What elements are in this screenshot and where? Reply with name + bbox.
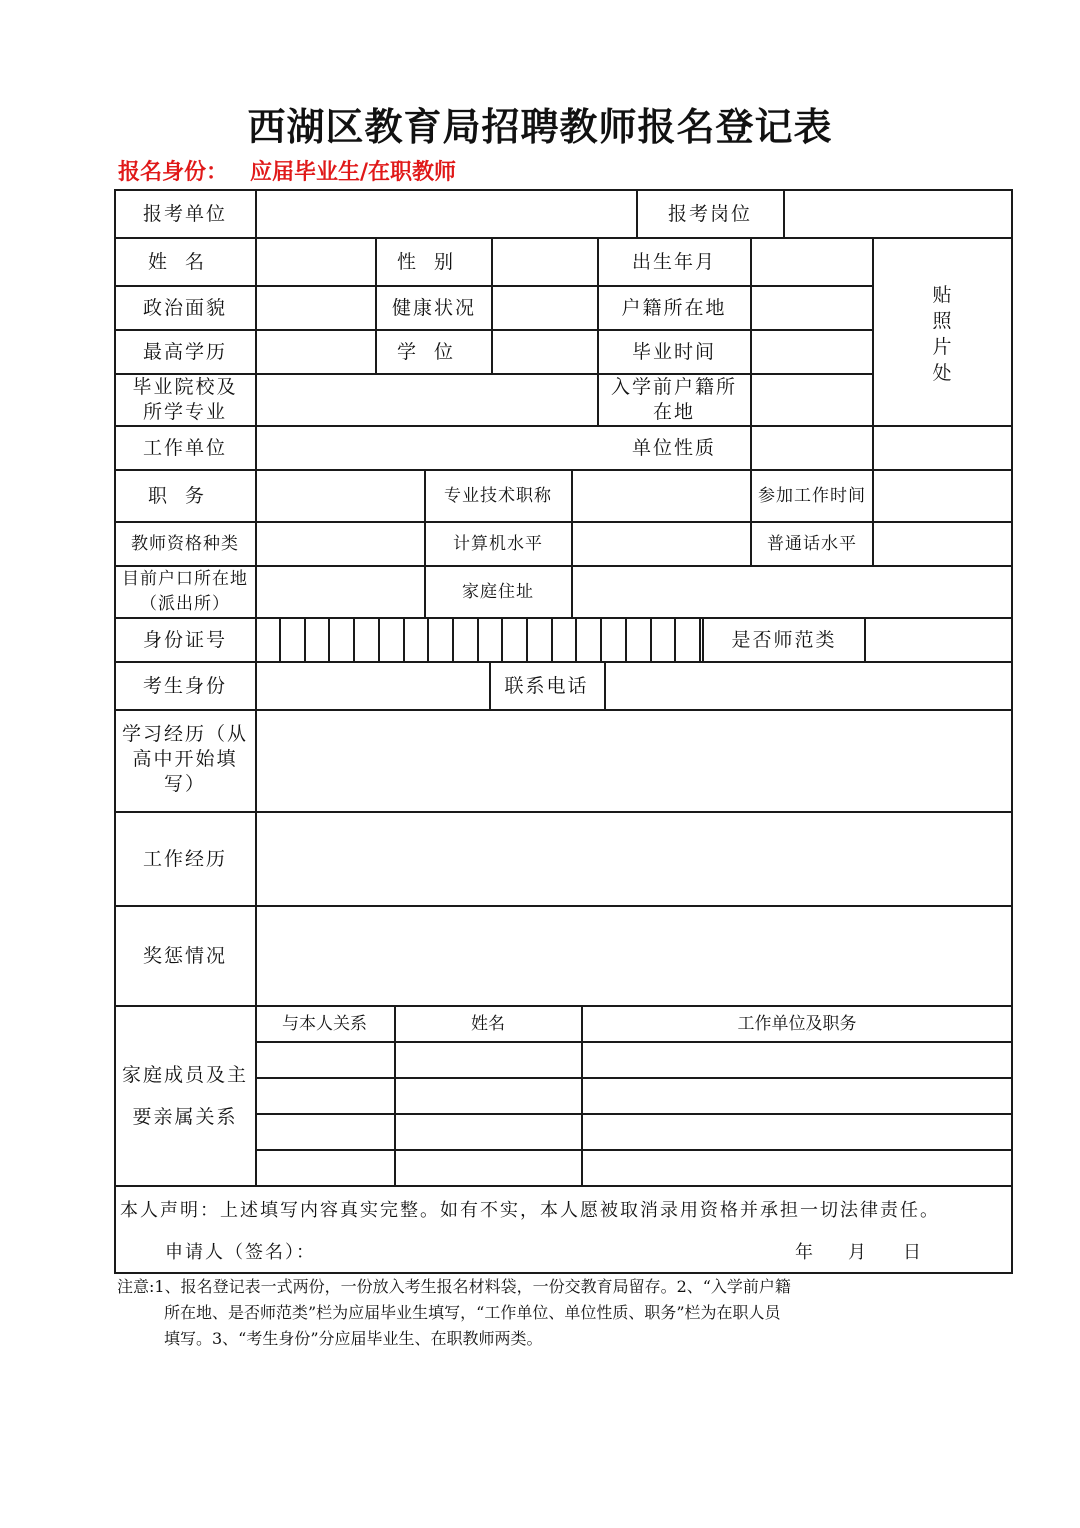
table-rule — [597, 237, 599, 427]
label-unit: 报考单位 — [142, 202, 227, 225]
table-rule — [571, 469, 573, 619]
label-pre-household: 入学前户籍所在地 — [610, 376, 737, 423]
table-rule — [674, 617, 676, 663]
table-rule — [114, 469, 1013, 471]
table-rule — [581, 1005, 583, 1187]
input-study-history[interactable] — [257, 711, 1011, 811]
label-rewards: 奖惩情况 — [142, 944, 227, 967]
table-rule — [489, 661, 491, 711]
label-birth: 出生年月 — [631, 250, 716, 273]
table-rule — [394, 1005, 396, 1187]
form-title: 西湖区教育局招聘教师报名登记表 — [247, 105, 833, 149]
label-gender: 性别 — [396, 250, 471, 273]
input-name[interactable] — [257, 239, 375, 285]
label-work-unit: 工作单位 — [142, 436, 227, 459]
table-rule — [114, 661, 1013, 663]
table-rule — [328, 617, 330, 663]
table-rule — [625, 617, 627, 663]
label-family-name: 姓名 — [471, 1013, 505, 1034]
label-name: 姓名 — [147, 250, 222, 273]
label-family-work: 工作单位及职务 — [737, 1013, 857, 1034]
note-line: 所在地、是否师范类”栏为应届毕业生填写，“工作单位、单位性质、职务”栏为在职人员 — [164, 1303, 781, 1322]
date-year: 年 — [795, 1242, 813, 1263]
label-position: 职务 — [147, 484, 222, 507]
table-rule — [114, 565, 1013, 567]
table-rule — [114, 709, 1013, 711]
input-unit[interactable] — [257, 191, 636, 237]
input-work-history[interactable] — [257, 813, 1011, 905]
table-rule — [501, 617, 503, 663]
table-rule — [424, 469, 426, 619]
date-day: 日 — [903, 1242, 921, 1263]
table-rule — [378, 617, 380, 663]
table-rule — [255, 1041, 1013, 1043]
table-rule — [353, 617, 355, 663]
table-rule — [114, 329, 874, 331]
label-school-major: 毕业院校及所学专业 — [132, 376, 238, 423]
label-work-start: 参加工作时间 — [758, 485, 866, 506]
table-rule — [1011, 189, 1013, 1274]
label-hukou-current: 目前户口所在地（派出所） — [122, 569, 248, 614]
input-post[interactable] — [785, 191, 1011, 237]
label-candidate-type: 考生身份 — [142, 674, 227, 697]
table-rule — [255, 189, 257, 1187]
table-rule — [114, 425, 1013, 427]
notes — [117, 1274, 937, 1352]
input-gender[interactable] — [493, 239, 596, 285]
input-rewards[interactable] — [257, 907, 1011, 1005]
identity-label: 报名身份： — [118, 160, 229, 185]
table-rule — [864, 617, 866, 663]
note-line: 注意:1、报名登记表一式两份，一份放入考生报名材料袋，一份交教育局留存。2、“入学前户籍 — [117, 1277, 791, 1296]
label-education: 最高学历 — [142, 340, 227, 363]
table-rule — [702, 617, 704, 663]
label-politics: 政治面貌 — [142, 296, 227, 319]
table-rule — [255, 1113, 1013, 1115]
table-rule — [304, 617, 306, 663]
table-rule — [477, 617, 479, 663]
signature-label: 申请人（签名）： — [165, 1242, 316, 1263]
label-family-relation: 与本人关系 — [282, 1013, 367, 1034]
label-home-address: 家庭住址 — [462, 581, 534, 602]
input-birth[interactable] — [752, 239, 871, 285]
label-family: 家庭成员及主要亲属关系 — [121, 1064, 248, 1128]
label-household: 户籍所在地 — [621, 296, 727, 319]
table-rule — [650, 617, 652, 663]
table-rule — [427, 617, 429, 663]
label-health: 健康状况 — [391, 296, 476, 319]
label-id-number: 身份证号 — [142, 628, 227, 651]
table-rule — [452, 617, 454, 663]
date-month: 月 — [848, 1242, 866, 1263]
table-rule — [575, 617, 577, 663]
table-rule — [114, 237, 1013, 239]
table-rule — [551, 617, 553, 663]
table-rule — [750, 237, 752, 471]
note-line: 填写。3、“考生身份”分应届毕业生、在职教师两类。 — [164, 1329, 543, 1348]
label-computer: 计算机水平 — [453, 533, 543, 554]
table-rule — [114, 1185, 1013, 1187]
table-rule — [114, 905, 1013, 907]
label-tech-title: 专业技术职称 — [444, 485, 552, 506]
table-rule — [375, 237, 377, 375]
table-rule — [600, 617, 602, 663]
label-post: 报考岗位 — [667, 202, 752, 225]
declaration: 本人声明：上述填写内容真实完整。如有不实，本人愿被取消录用资格并承担一切法律责任。 — [120, 1200, 940, 1221]
table-rule — [255, 1149, 1013, 1151]
table-rule — [114, 811, 1013, 813]
table-rule — [279, 617, 281, 663]
table-rule — [636, 189, 638, 239]
table-rule — [526, 617, 528, 663]
label-grad-time: 毕业时间 — [631, 340, 716, 363]
label-teacher-cert: 教师资格种类 — [131, 533, 239, 554]
label-study-history: 学习经历（从高中开始填写） — [121, 723, 248, 795]
table-rule — [114, 189, 1013, 191]
label-normal-type: 是否师范类 — [731, 628, 837, 651]
table-rule — [872, 237, 874, 567]
identity-value: 应届毕业生/在职教师 — [250, 160, 457, 185]
input-phone[interactable] — [605, 663, 1011, 709]
table-rule — [750, 469, 752, 567]
table-rule — [403, 617, 405, 663]
input-id-number[interactable] — [257, 619, 702, 661]
label-degree: 学位 — [396, 340, 471, 363]
table-rule — [783, 189, 785, 239]
label-work-history: 工作经历 — [142, 847, 227, 870]
photo-area[interactable] — [873, 239, 1011, 425]
table-rule — [491, 237, 493, 375]
label-mandarin: 普通话水平 — [767, 533, 857, 554]
label-phone: 联系电话 — [504, 674, 589, 697]
table-rule — [114, 521, 1013, 523]
label-unit-nature: 单位性质 — [631, 436, 716, 459]
table-rule — [255, 1077, 1013, 1079]
table-rule — [699, 617, 701, 663]
table-rule — [114, 189, 116, 1274]
label-photo: 贴照片处 — [932, 284, 952, 384]
table-rule — [114, 285, 874, 287]
table-rule — [114, 617, 1013, 619]
table-rule — [114, 1005, 1013, 1007]
table-rule — [604, 661, 606, 711]
table-rule — [114, 373, 874, 375]
